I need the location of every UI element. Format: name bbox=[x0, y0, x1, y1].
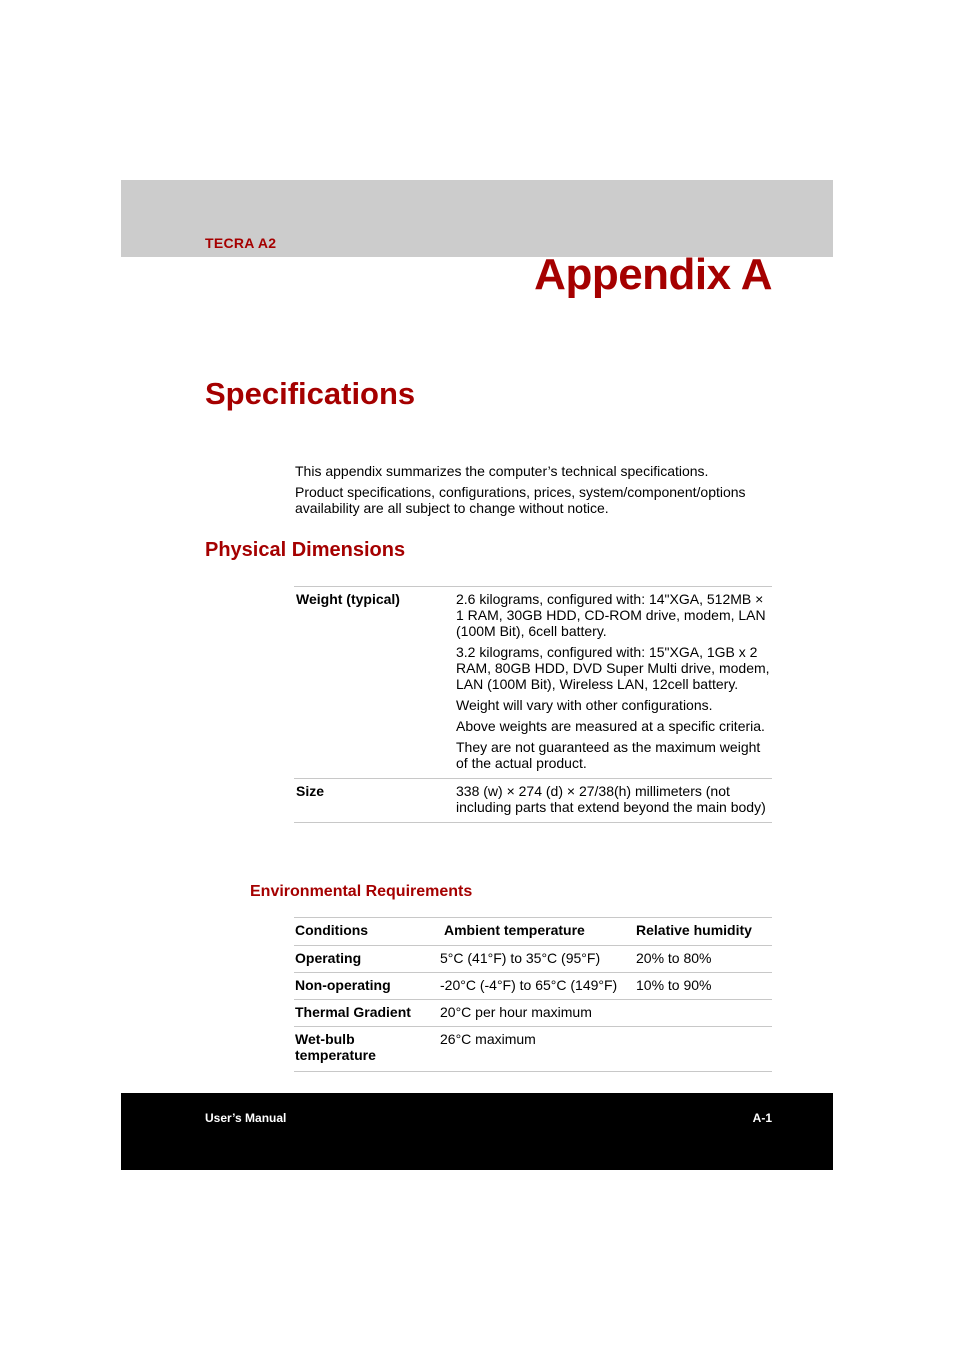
chapter-title: Appendix A bbox=[534, 250, 772, 299]
page-number: A-1 bbox=[752, 1111, 772, 1125]
intro-paragraph: This appendix summarizes the computer’s technical specifications. bbox=[295, 463, 709, 479]
size-line: 338 (w) × 274 (d) × 27/38(h) millimeters (not including parts that extend beyond the main body) bbox=[456, 783, 766, 815]
weight-line: 2.6 kilograms, configured with: 14"XGA, 512MB × 1 RAM, 30GB HDD, CD-ROM drive, modem, LAN (100M Bit), 6cell battery. bbox=[456, 591, 766, 639]
physical-dimensions-table bbox=[294, 586, 772, 823]
humidity-cell: 20% to 80% bbox=[635, 946, 772, 973]
weight-line: 3.2 kilograms, configured with: 15"XGA, 1GB x 2 RAM, 80GB HDD, DVD Super Multi drive, modem, LAN (100M Bit), Wireless LAN, 12cell battery. bbox=[456, 644, 770, 692]
table-row bbox=[294, 1027, 772, 1072]
column-header: Conditions bbox=[294, 918, 439, 946]
temperature-cell: 26°C maximum bbox=[439, 1027, 635, 1072]
condition-cell: Non-operating bbox=[294, 973, 439, 1000]
weight-line: Weight will vary with other configurations. bbox=[456, 697, 713, 713]
size-value bbox=[454, 779, 772, 823]
weight-line: Above weights are measured at a specific criteria. bbox=[456, 718, 765, 734]
condition-cell: Thermal Gradient bbox=[294, 1000, 439, 1027]
temperature-cell: -20°C (-4°F) to 65°C (149°F) bbox=[439, 973, 635, 1000]
footer-manual-title: User’s Manual bbox=[205, 1111, 287, 1125]
table-row bbox=[294, 587, 772, 779]
table-row bbox=[294, 779, 772, 823]
temperature-cell: 20°C per hour maximum bbox=[439, 1000, 635, 1027]
footer-band bbox=[121, 1093, 833, 1170]
table-row bbox=[294, 946, 772, 973]
condition-cell: Wet-bulb temperature bbox=[294, 1027, 439, 1072]
humidity-cell: 10% to 90% bbox=[635, 973, 772, 1000]
weight-line: They are not guaranteed as the maximum weight of the actual product. bbox=[456, 739, 761, 771]
table-row bbox=[294, 973, 772, 1000]
weight-label: Weight (typical) bbox=[294, 587, 454, 779]
column-header: Relative humidity bbox=[635, 918, 772, 946]
column-header: Ambient temperature bbox=[439, 918, 635, 946]
environmental-requirements-heading: Environmental Requirements bbox=[250, 883, 473, 900]
environmental-requirements-table bbox=[294, 917, 772, 1072]
intro-text bbox=[295, 463, 775, 521]
humidity-cell bbox=[635, 1027, 772, 1072]
table-row bbox=[294, 1000, 772, 1027]
humidity-cell bbox=[635, 1000, 772, 1027]
section-title: Specifications bbox=[205, 376, 416, 411]
condition-cell: Operating bbox=[294, 946, 439, 973]
physical-dimensions-heading: Physical Dimensions bbox=[205, 539, 406, 561]
intro-paragraph: Product specifications, configurations, prices, system/component/options availability are all subject to change without notice. bbox=[295, 484, 746, 516]
size-label: Size bbox=[294, 779, 454, 823]
weight-value bbox=[454, 587, 772, 779]
product-name: TECRA A2 bbox=[205, 235, 277, 251]
table-header-row bbox=[294, 918, 772, 946]
temperature-cell: 5°C (41°F) to 35°C (95°F) bbox=[439, 946, 635, 973]
